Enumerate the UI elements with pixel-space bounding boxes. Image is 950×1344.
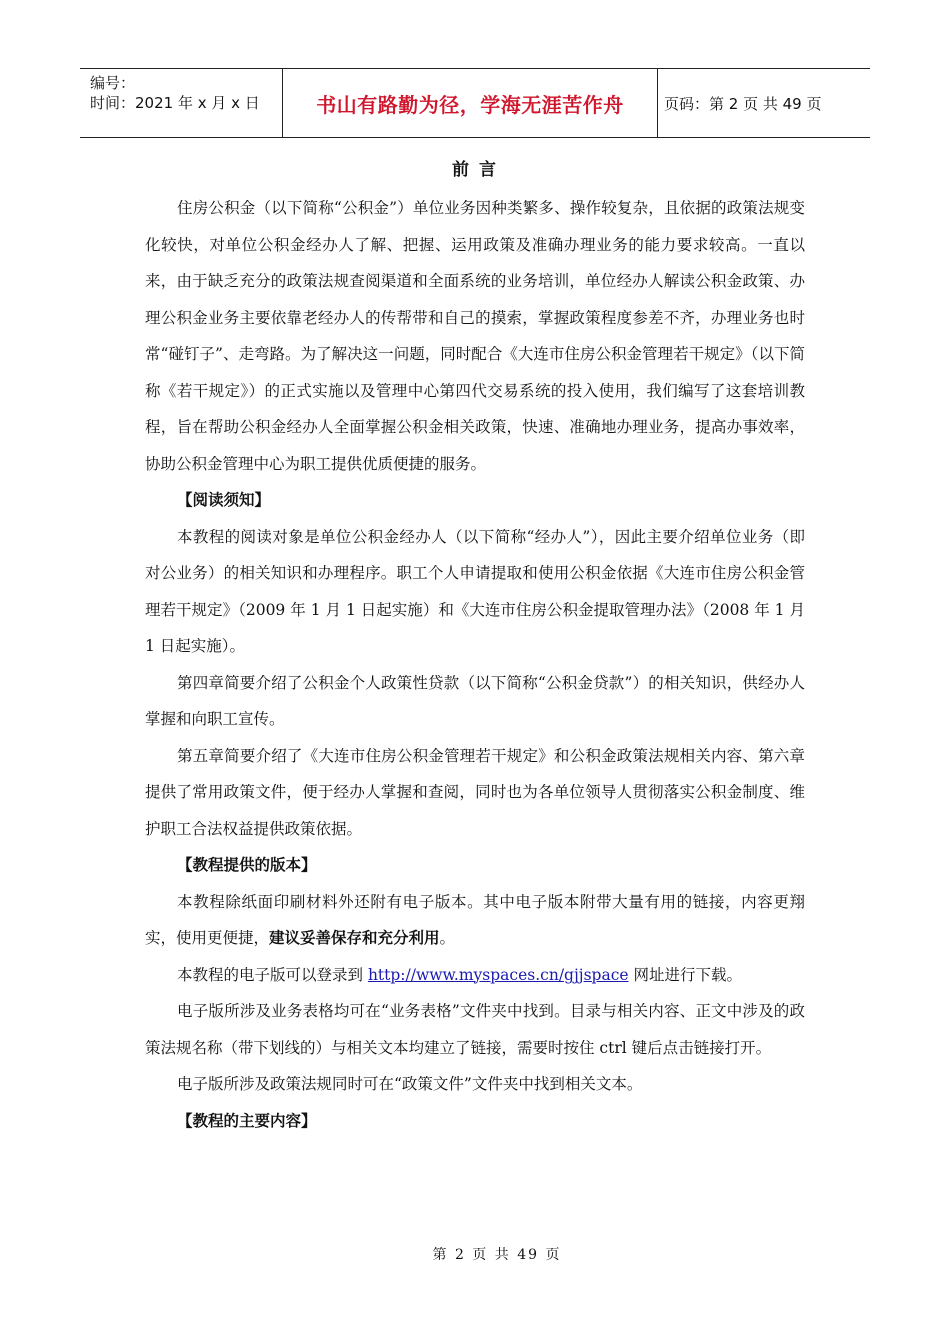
section-heading-content: 【教程的主要内容】 — [177, 1111, 317, 1130]
header-page-info: 页码：第 2 页 共 49 页 — [664, 94, 822, 113]
section-heading-reading: 【阅读须知】 — [177, 491, 271, 509]
page-header — [80, 68, 870, 138]
version-p1-text: 本教程除纸面印刷材料外还附有电子版本。其中电子版本附带大量有用的链接，内容更翔实，使用更便捷， — [145, 892, 805, 947]
version-p2-after: 网址进行下载。 — [628, 965, 742, 984]
version-paragraph-3: 电子版所涉及业务表格均可在“业务表格”文件夹中找到。目录与相关内容、正文中涉及的政策法规名称（带下划线的）与相关文本均建立了链接，需要时按住 ctrl 键后点击链接打开。 — [145, 1002, 805, 1057]
reading-paragraph-3: 第五章简要介绍了《大连市住房公积金管理若干规定》和公积金政策法规相关内容、第六章提供了常用政策文件，便于经办人掌握和查阅，同时也为各单位领导人贯彻落实公积金制度、维护职工合法权益提供政策依据。 — [145, 746, 805, 838]
version-p1-end: 。 — [439, 929, 456, 947]
header-motto: 书山有路勤为径，学海无涯苦作舟 — [316, 92, 624, 117]
section-heading-version: 【教程提供的版本】 — [177, 856, 317, 874]
version-paragraph-1 — [145, 884, 805, 957]
download-link[interactable]: http://www.myspaces.cn/gjjspace — [367, 965, 629, 984]
reading-paragraph-1: 本教程的阅读对象是单位公积金经办人（以下简称“经办人”），因此主要介绍单位业务（即对公业务）的相关知识和办理程序。职工个人申请提取和使用公积金依据《大连市住房公积金管理若干规定》（2009 年 1 月 1 日起实施）和《大连市住房公积金提取管理办法》（2008 年 1 月 1 日起实施）。 — [145, 527, 805, 655]
document-number-label: 编号： — [90, 74, 136, 92]
intro-paragraph: 住房公积金（以下简称“公积金”）单位业务因种类繁多、操作较复杂，且依据的政策法规变化较快，对单位公积金经办人了解、把握、运用政策及准确办理业务的能力要求较高。一直以来，由于缺乏充分的政策法规查阅渠道和全面系统的业务培训，单位经办人解读公积金政策、办理公积金业务主要依靠老经办人的传帮带和自己的摸索，掌握政策程度参差不齐，办理业务也时常“碰钉子”、走弯路。为了解决这一问题，同时配合《大连市住房公积金管理若干规定》（以下简称《若干规定》）的正式实施以及管理中心第四代交易系统的投入使用，我们编写了这套培训教程，旨在帮助公积金经办人全面掌握公积金相关政策，快速、准确地办理业务，提高办事效率，协助公积金管理中心为职工提供优质便捷的服务。 — [145, 199, 805, 473]
version-p1-emphasis: 建议妥善保存和充分利用 — [269, 929, 440, 947]
header-motto-cell — [282, 69, 658, 137]
page-footer: 第 2 页 共 49 页 — [432, 1247, 562, 1263]
header-meta — [80, 69, 282, 137]
version-paragraph-2 — [145, 957, 805, 994]
page-title: 前言 — [452, 160, 506, 180]
version-paragraph-4: 电子版所涉及政策法规同时可在“政策文件”文件夹中找到相关文本。 — [177, 1075, 643, 1093]
document-date: 时间：2021 年 x 月 x 日 — [90, 94, 260, 112]
document-body — [145, 150, 805, 1139]
version-p2-before: 本教程的电子版可以登录到 — [177, 965, 368, 984]
reading-paragraph-2: 第四章简要介绍了公积金个人政策性贷款（以下简称“公积金贷款”）的相关知识，供经办人掌握和向职工宣传。 — [145, 673, 805, 728]
